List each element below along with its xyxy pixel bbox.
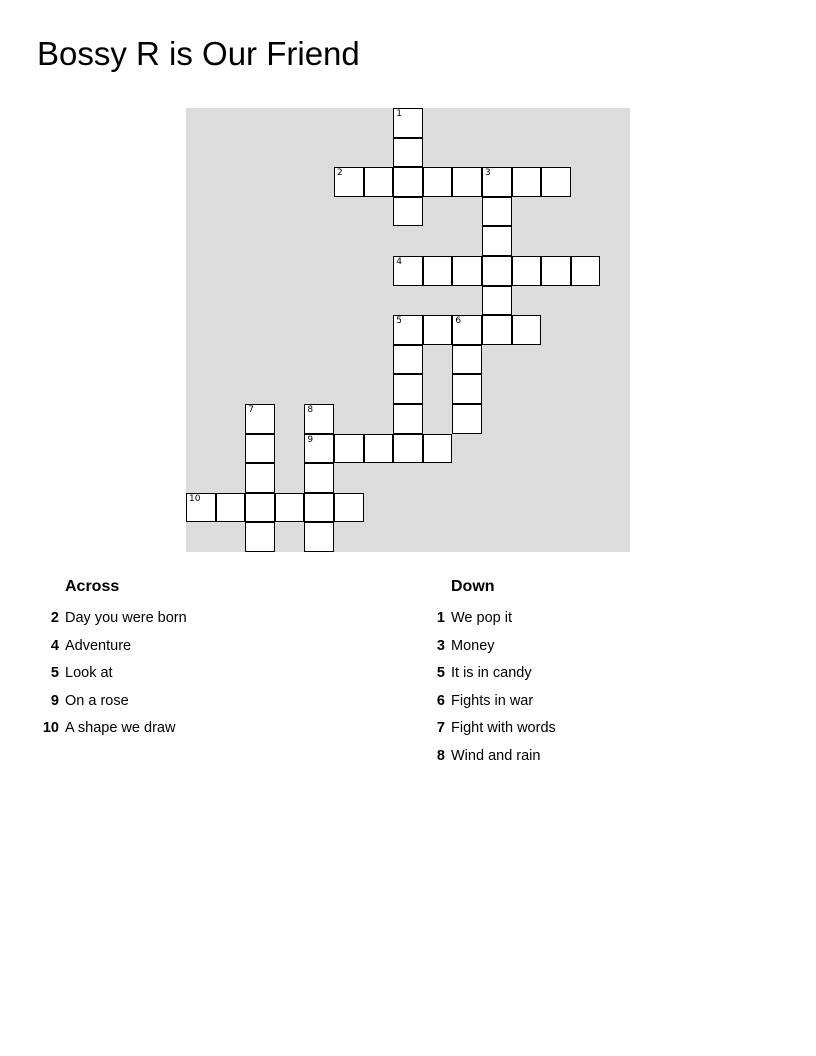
down-clue [423, 743, 556, 771]
grid-cell[interactable] [512, 256, 542, 286]
across-clue [37, 660, 187, 688]
clue-text: On a rose [65, 692, 129, 709]
across-heading: Across [65, 578, 120, 595]
down-heading: Down [451, 578, 495, 595]
grid-cell[interactable] [304, 522, 334, 552]
grid-cell[interactable] [423, 167, 453, 197]
clue-text: Money [451, 637, 495, 654]
grid-cell[interactable] [393, 315, 423, 345]
grid-cell[interactable] [452, 167, 482, 197]
crossword-grid [186, 108, 630, 552]
clue-number: 5 [50, 665, 59, 681]
clue-number: 3 [436, 637, 445, 654]
clue-text: Day you were born [65, 610, 187, 626]
grid-cell[interactable] [482, 226, 512, 256]
grid-cell[interactable] [482, 286, 512, 316]
clue-text: Adventure [65, 637, 132, 654]
clue-text: A shape we draw [65, 720, 176, 736]
grid-cell[interactable] [334, 167, 364, 197]
cell-number: 5 [396, 316, 402, 327]
grid-cell[interactable] [216, 493, 246, 523]
cell-number: 4 [396, 257, 402, 267]
grid-cell[interactable] [571, 256, 601, 286]
down-clue [423, 688, 556, 716]
grid-cell[interactable] [482, 197, 512, 227]
grid-cell[interactable] [393, 167, 423, 197]
grid-cell[interactable] [452, 404, 482, 434]
grid-cell[interactable] [482, 315, 512, 345]
down-clue [423, 715, 556, 743]
clue-text: Look at [65, 665, 113, 681]
clue-number: 6 [436, 692, 445, 709]
across-clue [37, 633, 187, 661]
clue-number: 7 [436, 720, 445, 736]
clue-text: Wind and rain [451, 747, 541, 764]
grid-cell[interactable] [245, 463, 275, 493]
down-clue [423, 633, 556, 661]
grid-cell[interactable] [304, 493, 334, 523]
grid-cell[interactable] [334, 493, 364, 523]
grid-cell[interactable] [541, 167, 571, 197]
grid-cell[interactable] [482, 256, 512, 286]
grid-cell[interactable] [512, 315, 542, 345]
grid-cell[interactable] [452, 345, 482, 375]
clue-number: 2 [50, 610, 59, 626]
down-clue [423, 660, 556, 688]
grid-cell[interactable] [364, 167, 394, 197]
grid-cell[interactable] [334, 434, 364, 464]
grid-cell[interactable] [393, 138, 423, 168]
clue-number: 9 [50, 692, 59, 709]
grid-cell[interactable] [245, 434, 275, 464]
clue-text: Fight with words [451, 720, 556, 736]
grid-cell[interactable] [423, 434, 453, 464]
clue-number: 5 [436, 665, 445, 681]
grid-cell[interactable] [452, 256, 482, 286]
grid-cell[interactable] [393, 256, 423, 286]
grid-cell[interactable] [393, 108, 423, 138]
grid-cell[interactable] [304, 434, 334, 464]
cell-number: 6 [455, 316, 462, 327]
cell-number: 9 [307, 434, 314, 445]
grid-cell[interactable] [482, 167, 512, 197]
grid-cell[interactable] [393, 404, 423, 434]
grid-cell[interactable] [393, 434, 423, 464]
down-clues [423, 576, 556, 770]
across-clue [37, 605, 187, 633]
across-clue [37, 715, 187, 743]
grid-cell[interactable] [275, 493, 305, 523]
cell-number: 1 [396, 109, 402, 119]
grid-cell[interactable] [452, 315, 482, 345]
cell-number: 10 [189, 493, 201, 504]
grid-cell[interactable] [393, 374, 423, 404]
cell-number: 7 [248, 405, 254, 415]
cell-number: 2 [337, 168, 343, 179]
grid-cell[interactable] [304, 404, 334, 434]
grid-cell[interactable] [364, 434, 394, 464]
grid-cell[interactable] [393, 345, 423, 375]
grid-cell[interactable] [452, 374, 482, 404]
page-title: Bossy R is Our Friend [37, 35, 360, 72]
grid-cell[interactable] [245, 493, 275, 523]
clue-text: It is in candy [451, 665, 532, 681]
grid-cell[interactable] [245, 522, 275, 552]
clue-number: 4 [50, 637, 59, 654]
grid-cell[interactable] [186, 493, 216, 523]
across-clues [37, 576, 187, 743]
clue-number: 1 [436, 610, 445, 626]
cell-number: 3 [485, 168, 491, 179]
grid-cell[interactable] [393, 197, 423, 227]
grid-cell[interactable] [512, 167, 542, 197]
clue-number: 10 [42, 720, 59, 736]
clue-number: 8 [436, 747, 445, 764]
grid-cell[interactable] [423, 256, 453, 286]
cell-number: 8 [307, 405, 314, 415]
clue-text: Fights in war [451, 692, 534, 709]
clue-text: We pop it [451, 610, 512, 626]
down-clue [423, 605, 556, 633]
grid-cell[interactable] [423, 315, 453, 345]
grid-cell[interactable] [541, 256, 571, 286]
grid-cell[interactable] [245, 404, 275, 434]
across-clue [37, 688, 187, 716]
grid-cell[interactable] [304, 463, 334, 493]
